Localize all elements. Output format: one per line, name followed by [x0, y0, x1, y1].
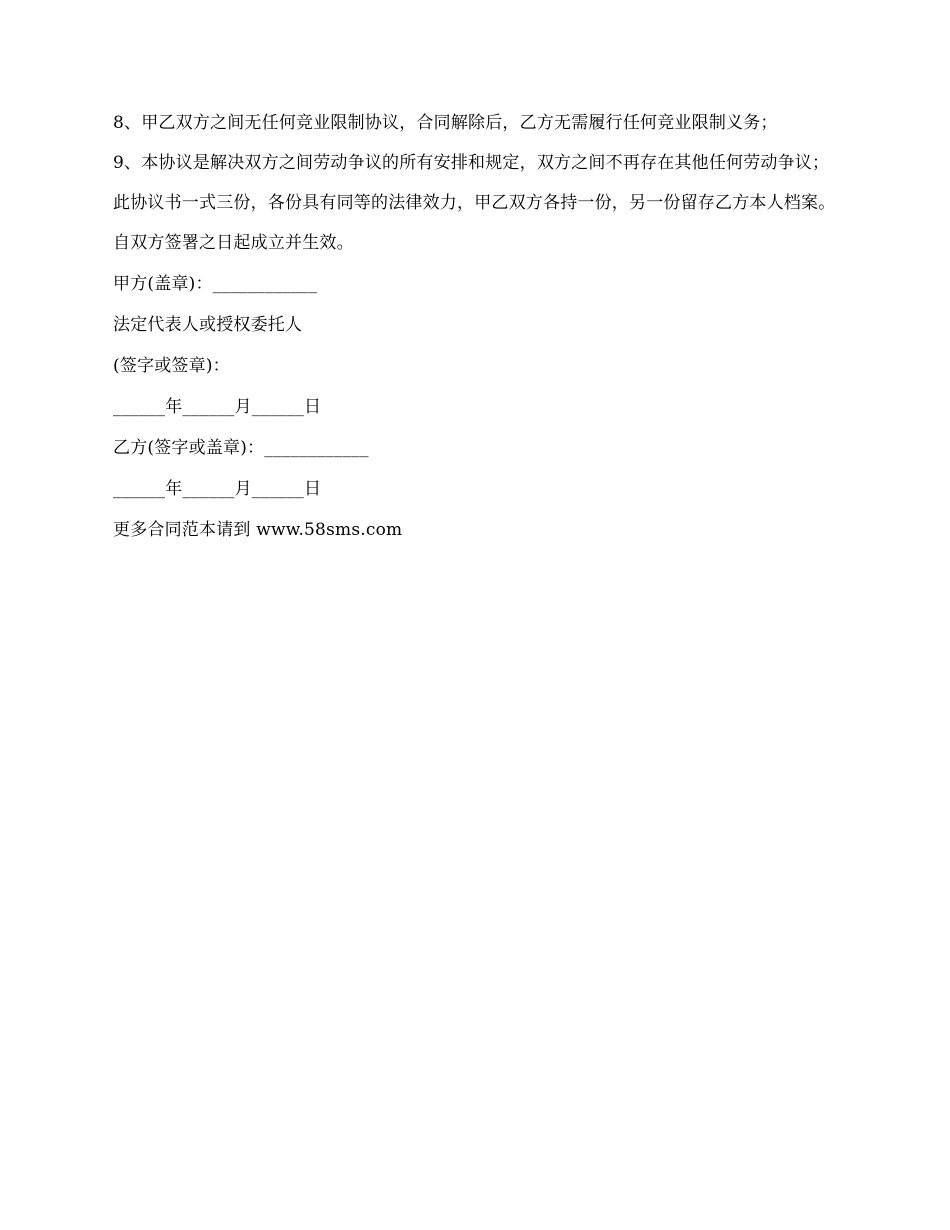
signature-label: (签字或签章)：	[113, 356, 230, 376]
more-templates-note: 更多合同范本请到 www.58sms.com	[113, 520, 403, 540]
document-body	[113, 114, 843, 562]
party-b-signature-line: 乙方(签字或盖章)：____________	[113, 438, 369, 458]
clause-9: 9、本协议是解决双方之间劳动争议的所有安排和规定，双方之间不再存在其他任何劳动争议；	[113, 153, 830, 173]
party-a-seal-line: 甲方(盖章)：____________	[113, 274, 318, 294]
legal-representative-label: 法定代表人或授权委托人	[113, 315, 303, 335]
party-b-date-line: ______年______月______日	[113, 479, 322, 499]
party-a-date-line: ______年______月______日	[113, 397, 322, 417]
effective-statement: 自双方签署之日起成立并生效。	[113, 233, 354, 253]
clause-8: 8、甲乙双方之间无任何竞业限制协议，合同解除后，乙方无需履行任何竞业限制义务；	[113, 113, 778, 133]
copies-statement: 此协议书一式三份，各份具有同等的法律效力，甲乙双方各持一份，另一份留存乙方本人档案。	[113, 193, 836, 213]
